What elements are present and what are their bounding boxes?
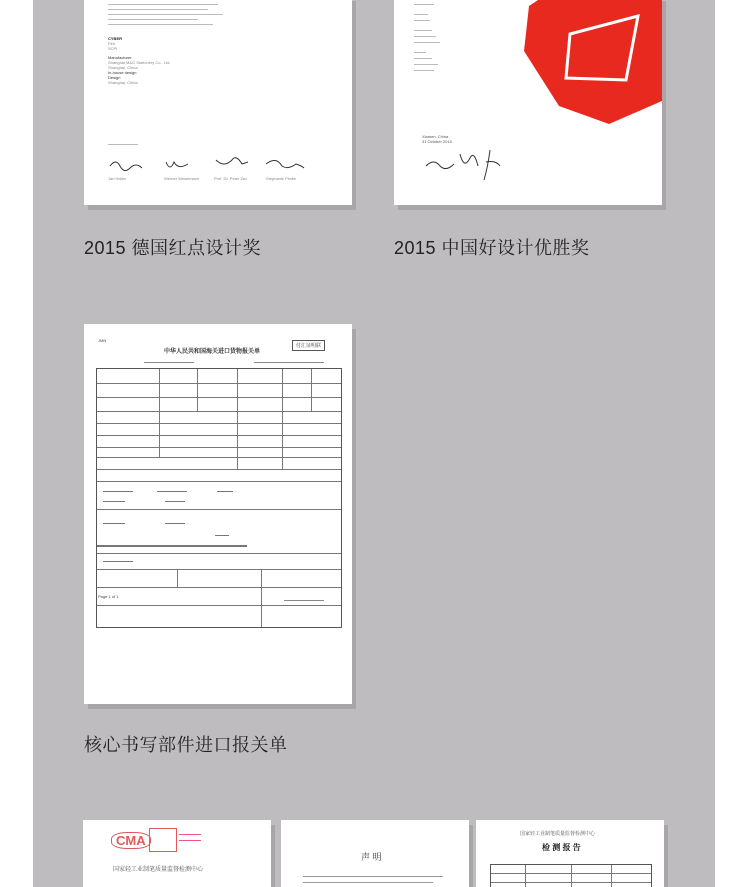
red-seal-icon — [149, 828, 177, 852]
signature-name-3: Prof. Dr. Peter Zec — [214, 176, 248, 181]
signature-3 — [484, 150, 500, 180]
declaration-form — [96, 368, 342, 628]
inhouse-design-label: In-house design — [108, 70, 137, 75]
cma-mark: CMA — [111, 832, 151, 849]
test-report-card-1[interactable] — [83, 820, 271, 887]
date-line: 31 October 2015 — [422, 139, 452, 144]
test-report-card-2[interactable] — [281, 820, 469, 887]
report-table — [490, 864, 652, 887]
customs-declaration-document[interactable] — [84, 324, 352, 704]
signature-2 — [166, 162, 188, 167]
doc-code: JMN — [98, 338, 107, 343]
report-2-title: 声 明 — [361, 852, 382, 862]
red-dot-certificate[interactable] — [84, 0, 352, 205]
manufacturer-location: Shanghai, China — [108, 65, 138, 70]
report-3-subtitle: 国家轻工业制笔质量监督检测中心 — [520, 831, 596, 837]
report-1-title: 国家轻工业制笔质量监督检测中心 — [113, 867, 204, 873]
signature-4 — [266, 160, 304, 168]
manufacturer-name: Shanghai M&G Stationery Co., Ltd. — [108, 60, 171, 65]
red-dot-body — [108, 36, 228, 85]
signature-name-2: Werner Weselmann — [164, 176, 200, 181]
signature-name-4: Stephanie Plinke — [266, 176, 297, 181]
test-report-card-3[interactable] — [476, 820, 664, 887]
signature-name-1: Jan Haller — [108, 176, 127, 181]
product-name: CYBER — [108, 36, 123, 41]
signature-2 — [460, 154, 478, 166]
design-location: Shanghai, China — [108, 80, 138, 85]
stamp-box: 付汇证明联 — [292, 340, 325, 351]
manufacturer-label: Manufacturer — [108, 55, 132, 60]
red-dot-caption: 2015 德国红点设计奖 — [84, 238, 262, 258]
product-type: Pen — [108, 41, 116, 46]
china-good-design-certificate[interactable] — [394, 0, 662, 205]
signature-1 — [110, 162, 142, 171]
customs-form-title: 中华人民共和国海关进口货物报关单 — [164, 349, 261, 355]
location-line: Xiamen, China — [422, 134, 449, 139]
product-code: SCPI — [108, 46, 118, 51]
customs-declaration-caption: 核心书写部件进口报关单 — [84, 735, 288, 755]
page-note: Page 1 of 1 — [98, 594, 119, 599]
signature-3 — [216, 158, 248, 164]
signature-1 — [426, 162, 454, 169]
signatures — [394, 148, 662, 188]
report-3-title: 检 测 报 告 — [542, 843, 581, 852]
design-label: Design — [108, 75, 121, 80]
china-good-design-caption: 2015 中国好设计优胜奖 — [394, 238, 590, 258]
signatures — [84, 154, 352, 194]
